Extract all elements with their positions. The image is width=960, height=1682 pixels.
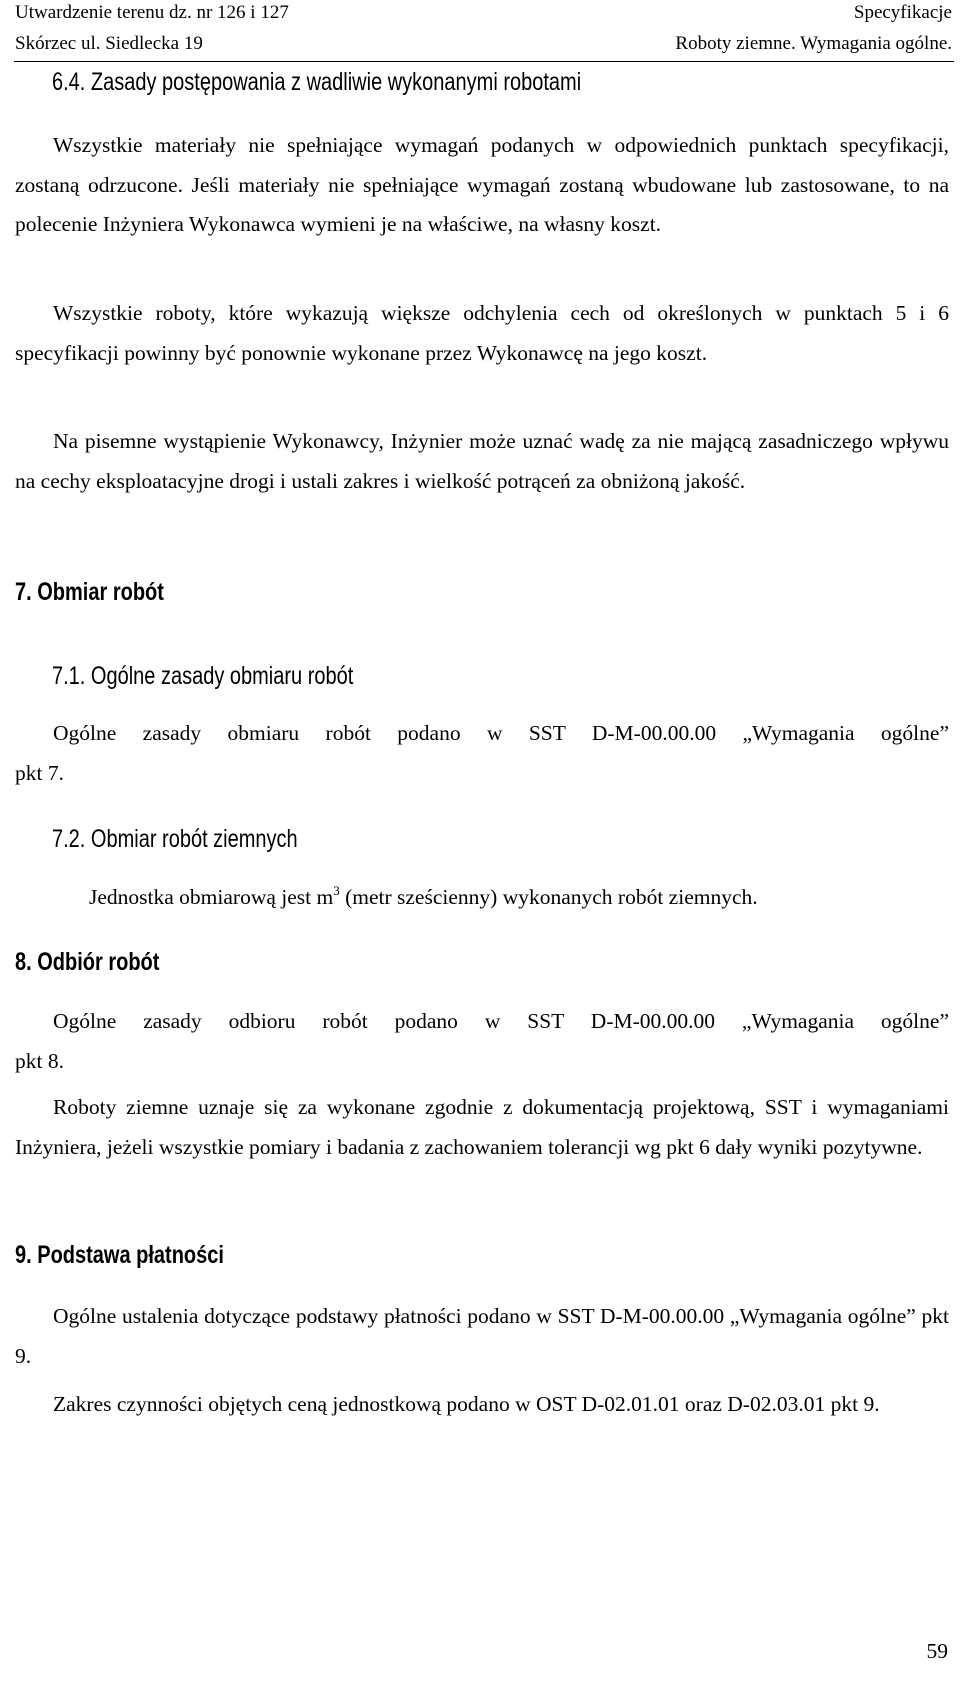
section-9-paragraph-2: Zakres czynności objętych ceną jednostkową podano w OST D-02.01.01 oraz D-02.03.01 pkt 9. xyxy=(53,1392,880,1416)
section-7-2-paragraph xyxy=(89,885,758,910)
section-8-paragraph-1: Ogólne zasady odbioru robót podano w SST D-M-00.00.00 „Wymagania ogólne” xyxy=(53,1009,949,1033)
section-6-4-paragraph-2: Wszystkie roboty, które wykazują większe odchylenia cech od określonych w punktach 5 i 6 specyfikacji powinny być ponownie wykonane przez Wykonawcę na jego koszt. xyxy=(15,301,949,365)
section-8-paragraph-1-end: pkt 8. xyxy=(15,1049,64,1073)
section-7-2-text-a: Jednostka obmiarową jest m xyxy=(89,885,334,909)
section-6-4-heading: 6.4. Zasady postępowania z wadliwie wykonanymi robotami xyxy=(52,68,582,96)
header-rule xyxy=(14,61,954,62)
header-project-title: Utwardzenie terenu dz. nr 126 i 127 xyxy=(15,2,289,23)
section-7-2-text-b: (metr sześcienny) wykonanych robót ziemnych. xyxy=(339,885,758,909)
header-doc-type: Specyfikacje xyxy=(853,2,952,23)
section-8-heading: 8. Odbiór robót xyxy=(15,948,160,976)
cubic-superscript: 3 xyxy=(333,883,340,898)
section-6-4-paragraph-1: Wszystkie materiały nie spełniające wymagań podanych w odpowiednich punktach specyfikacji, zostaną odrzucone. Jeśli materiały nie spełniające wymagań zostaną wbudowane lub zastosowane, to na polecenie Inżyniera Wykonawca wymieni je na właściwe, na własny koszt. xyxy=(15,133,949,236)
section-7-1-paragraph: Ogólne zasady obmiaru robót podano w SST D-M-00.00.00 „Wymagania ogólne” xyxy=(53,721,949,745)
section-7-2-heading: 7.2. Obmiar robót ziemnych xyxy=(52,825,298,853)
section-8-paragraph-2: Roboty ziemne uznaje się za wykonane zgodnie z dokumentacją projektową, SST i wymaganiami Inżyniera, jeżeli wszystkie pomiary i badania z zachowaniem tolerancji wg pkt 6 dały wyniki pozytywne. xyxy=(15,1095,949,1159)
section-7-1-paragraph-end: pkt 7. xyxy=(15,761,64,785)
page-number: 59 xyxy=(926,1639,948,1663)
section-6-4-paragraph-3: Na pisemne wystąpienie Wykonawcy, Inżynier może uznać wadę za nie mającą zasadniczego wpływu na cechy eksploatacyjne drogi i ustali zakres i wielkość potrąceń za obniżoną jakość. xyxy=(15,429,949,493)
section-7-heading: 7. Obmiar robót xyxy=(15,578,164,606)
section-9-heading: 9. Podstawa płatności xyxy=(15,1241,224,1269)
header-doc-subtitle: Roboty ziemne. Wymagania ogólne. xyxy=(675,33,952,54)
header-address: Skórzec ul. Siedlecka 19 xyxy=(15,33,203,54)
section-7-1-heading: 7.1. Ogólne zasady obmiaru robót xyxy=(52,662,354,690)
section-9-paragraph-1: Ogólne ustalenia dotyczące podstawy płatności podano w SST D-M-00.00.00 „Wymagania ogólne” pkt 9. xyxy=(15,1304,949,1368)
